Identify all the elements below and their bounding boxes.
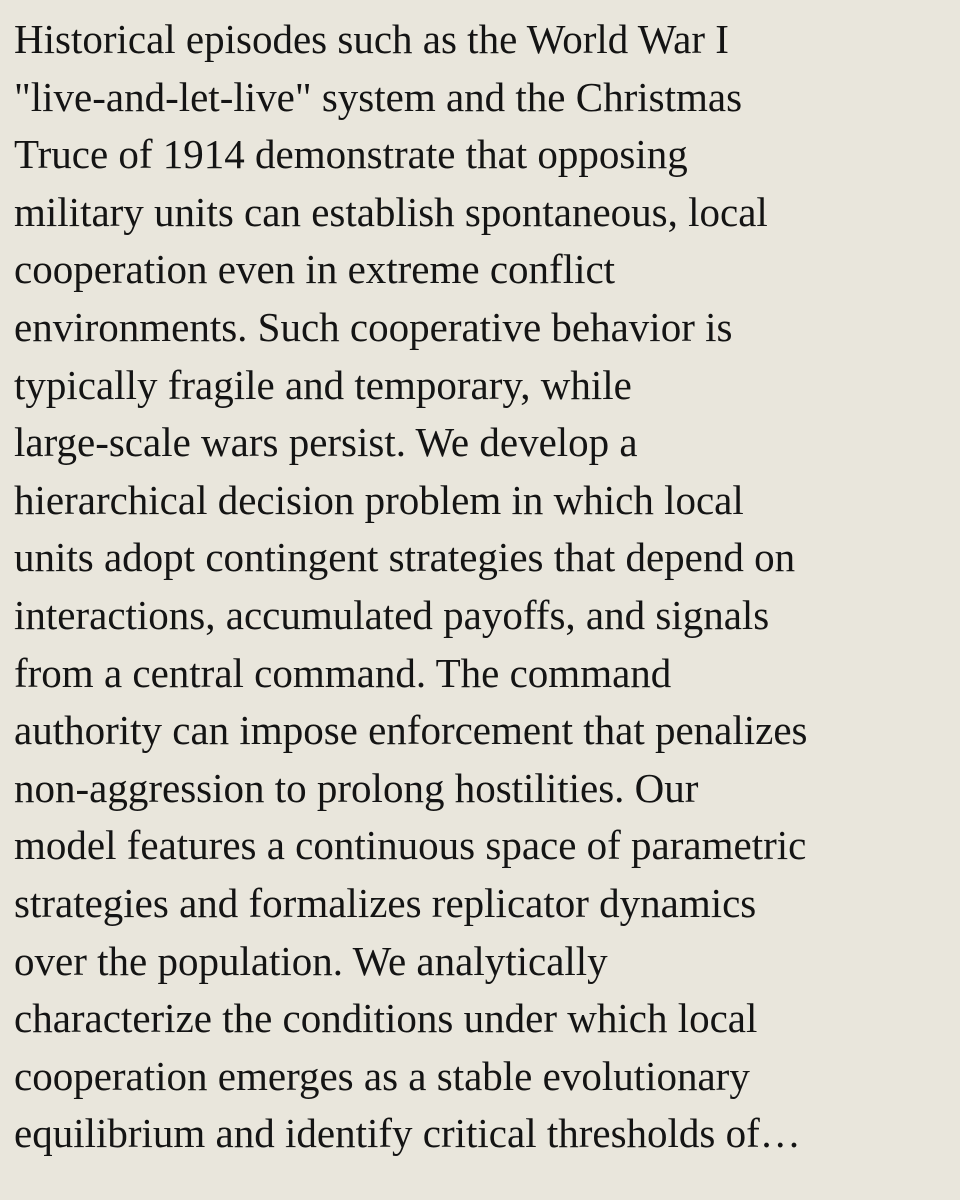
- text-line: model features a continuous space of parametric: [14, 822, 807, 869]
- text-line: from a central command. The command: [14, 649, 672, 696]
- text-line: hierarchical decision problem in which local: [14, 476, 744, 523]
- text-line: interactions, accumulated payoffs, and signals: [14, 591, 770, 638]
- text-line: "live-and-let-live" system and the Christmas: [14, 73, 743, 120]
- text-line: military units can establish spontaneous, local: [14, 188, 768, 235]
- text-line: strategies and formalizes replicator dynamics: [14, 879, 757, 926]
- text-line: cooperation even in extreme conflict: [14, 246, 616, 293]
- text-line: environments. Such cooperative behavior is: [14, 303, 733, 350]
- text-line: cooperation emerges as a stable evolutionary: [14, 1052, 750, 1099]
- text-line: over the population. We analytically: [14, 937, 608, 984]
- text-line: characterize the conditions under which local: [14, 995, 758, 1042]
- text-line: authority can impose enforcement that penalizes: [14, 707, 808, 754]
- text-line: equilibrium and identify critical thresholds of…: [14, 1110, 801, 1157]
- text-line: Truce of 1914 demonstrate that opposing: [14, 131, 688, 178]
- text-line: large-scale wars persist. We develop a: [14, 419, 638, 466]
- text-line: units adopt contingent strategies that depend on: [14, 534, 796, 581]
- text-line: Historical episodes such as the World War I: [14, 16, 729, 62]
- text-line: typically fragile and temporary, while: [14, 361, 632, 408]
- text-line: non-aggression to prolong hostilities. Our: [14, 764, 699, 811]
- abstract-text: [14, 11, 954, 1163]
